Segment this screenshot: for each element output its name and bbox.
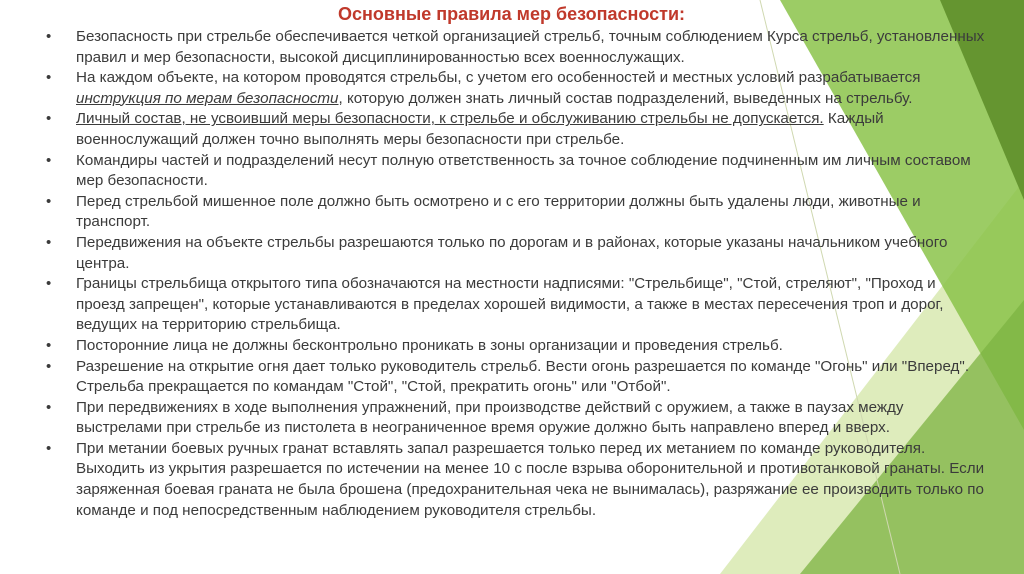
bullet: • <box>46 398 52 416</box>
item-text: Передвижения на объекте стрельбы разрешаются только по дорогам и в районах, которые указаны начальником учебного центра. <box>76 233 948 272</box>
item-text: На каждом объекте, на котором проводятся стрельбы, с учетом его особенностей и местных условий разрабатывается <box>76 69 921 87</box>
bullet: • <box>46 336 52 354</box>
item-text: Безопасность при стрельбе обеспечивается четкой организацией стрельб, точным соблюдением Курса стрельб, установленных правил и мер безопасности, высокой дисциплинированностью всех военнослужащих. <box>76 28 985 66</box>
item-text: При метании боевых ручных гранат вставлять запал разрешается только перед их метанием по команде руководителя. Выходить из укрытия разрешается по истечении на менее 10 с после взрыва оборонительной и противотанковой гранаты. Если заряженная боевая граната не была брошена (предохранительная чека не вынималась), разряжание ее производить только по команде и под непосредственным наблюдением руководителя стрельбы. <box>76 439 985 519</box>
slide-title: Основные правила мер безопасности: <box>338 4 686 24</box>
item-emphasis: инструкция по мерам безопасности <box>76 89 339 107</box>
bullet: • <box>46 233 52 251</box>
rules-list <box>46 27 986 521</box>
bullet: • <box>46 69 52 87</box>
item-text: Каждый военнослужащий должен точно выполнять меры безопасности при стрельбе. <box>76 110 884 148</box>
list-item <box>46 192 986 233</box>
list-item <box>46 27 986 68</box>
item-text: Разрешение на открытие огня дает только руководитель стрельб. Вести огонь разрешается по команде "Огонь" или "Вперед". Стрельба прекращается по командам "Стой", "Стой, прекратить огонь" или "Отбой". <box>76 357 970 396</box>
bullet: • <box>46 192 52 210</box>
item-text: Границы стрельбища открытого типа обозначаются на местности надписями: "Стрельбище", "Стой, стреляют", "Проход и проезд запрещен", которые устанавливаются в пределах хорошей видимости, а также в местах пересечения троп и дорог, ведущих на территорию стрельбища. <box>76 275 944 334</box>
bullet: • <box>46 110 52 128</box>
list-item <box>46 439 986 521</box>
list-item <box>46 233 986 274</box>
list-item <box>46 398 986 439</box>
list-item <box>46 109 986 150</box>
list-item <box>46 68 986 109</box>
bullet: • <box>46 28 52 45</box>
item-underlined: Личный состав, не усвоивший меры безопасности, к стрельбе и обслуживанию стрельбы не допускается. <box>76 110 824 128</box>
list-item <box>46 151 986 192</box>
list-item <box>46 336 986 357</box>
item-text: Посторонние лица не должны бесконтрольно проникать в зоны организации и проведения стрельб. <box>76 336 783 354</box>
bullet: • <box>46 275 52 293</box>
bullet: • <box>46 357 52 375</box>
bullet: • <box>46 439 52 457</box>
list-item <box>46 274 986 336</box>
item-text: Командиры частей и подразделений несут полную ответственность за точное соблюдение подчиненным им личным составом мер безопасности. <box>76 151 971 190</box>
item-text: , которую должен знать личный состав подразделений, выведенных на стрельбу. <box>338 89 913 107</box>
item-text: Перед стрельбой мишенное поле должно быть осмотрено и с его территории должны быть удалены люди, животные и транспорт. <box>76 192 921 231</box>
bullet: • <box>46 151 52 169</box>
item-text: При передвижениях в ходе выполнения упражнений, при производстве действий с оружием, а также в паузах между выстрелами при стрельбе из пистолета в неограниченное время оружие должно быть направлено вперед и вверх. <box>76 398 904 437</box>
list-item <box>46 357 986 398</box>
